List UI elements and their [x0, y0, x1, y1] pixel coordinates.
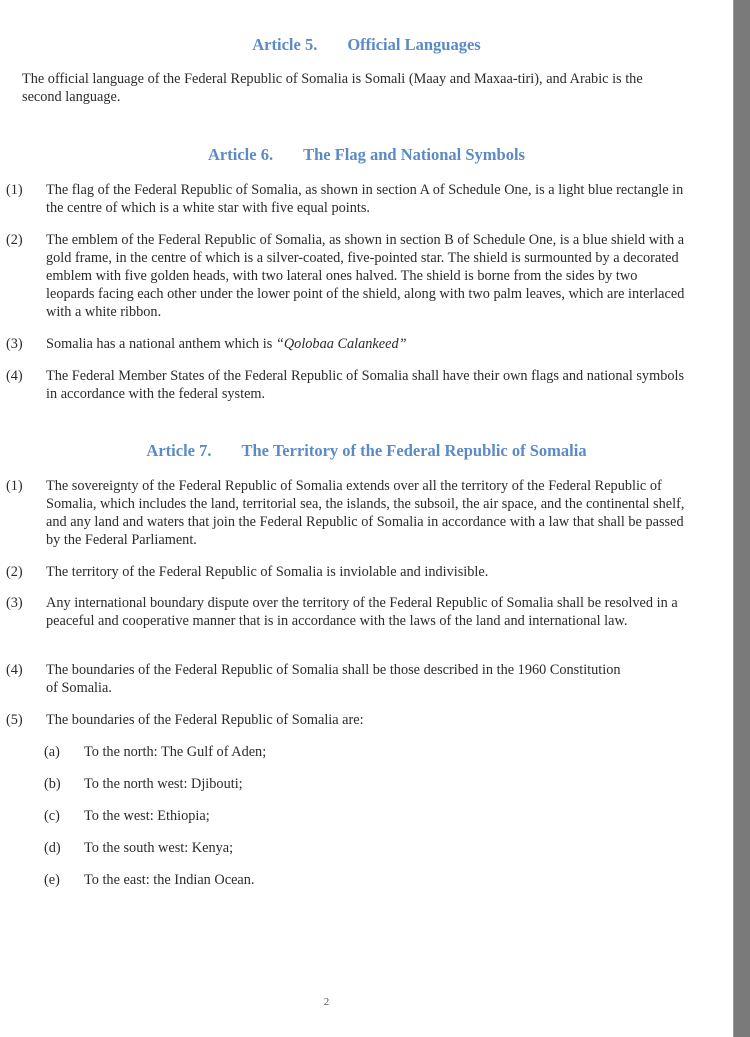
article-6-heading — [0, 145, 733, 165]
article-5-text: The official language of the Federal Republic of Somalia is Somali (Maay and Maxaa-tiri), and Arabic is the second language. — [22, 71, 643, 105]
article-7-item-4-marker: (4) — [6, 662, 23, 678]
anthem-sentence: Somalia has a national anthem which is — [46, 336, 276, 352]
article-5-heading — [0, 35, 733, 55]
article-6-item-1-marker: (1) — [6, 182, 23, 198]
boundary-c-marker: (c) — [44, 808, 60, 824]
boundary-a-marker: (a) — [44, 744, 60, 760]
article-5-number: Article 5. — [252, 35, 318, 54]
boundary-e-text: To the east: the Indian Ocean. — [84, 872, 255, 888]
boundary-c-text: To the west: Ethiopia; — [84, 808, 210, 824]
article-7-number: Article 7. — [146, 441, 212, 460]
page-number: 2 — [323, 996, 330, 1008]
article-6-title: The Flag and National Symbols — [303, 145, 525, 164]
article-7-item-1-text: The sovereignty of the Federal Republic of Somalia extends over all the territory of the Federal Republic of Somalia, which includes the land, territorial sea, the islands, the subsoil, the air space, and the continental shelf, and any land and waters that join the Federal Republic of Somalia in accordance with a law that shall be passed by the Federal Parliament. — [46, 478, 685, 548]
article-7-title: The Territory of the Federal Republic of Somalia — [241, 441, 587, 460]
article-7-item-2-marker: (2) — [6, 564, 23, 580]
article-5-title: Official Languages — [347, 35, 481, 54]
article-7-item-5-text: The boundaries of the Federal Republic of Somalia are: — [46, 712, 364, 728]
article-6-number: Article 6. — [208, 145, 274, 164]
article-7-item-5-marker: (5) — [6, 712, 23, 728]
article-7-item-3-marker: (3) — [6, 595, 23, 611]
article-6-item-4-text: The Federal Member States of the Federal Republic of Somalia shall have their own flags and national symbols in accordance with the federal system. — [46, 368, 685, 402]
article-7-item-2-text: The territory of the Federal Republic of Somalia is inviolable and indivisible. — [46, 564, 489, 580]
boundary-b-text: To the north west: Djibouti; — [84, 776, 243, 792]
article-6-item-2-text: The emblem of the Federal Republic of Somalia, as shown in section B of Schedule One, is a blue shield with a gold frame, in the centre of which is a silver-coated, five-pointed star. The shield is surmounted by a decorated emblem with five golden heads, with two lateral ones halved. The shield is borne from the sides by two leopards facing each other under the lower point of the shield, along with two palm leaves, which are interlaced with a white ribbon. — [46, 232, 685, 320]
article-6-item-3-text — [46, 335, 686, 353]
boundary-d-text: To the south west: Kenya; — [84, 840, 234, 856]
boundary-a-text: To the north: The Gulf of Aden; — [84, 744, 267, 760]
article-6-item-1-text: The flag of the Federal Republic of Somalia, as shown in section A of Schedule One, is a light blue rectangle in the centre of which is a white star with five equal points. — [46, 182, 684, 216]
boundary-b-marker: (b) — [44, 776, 61, 792]
article-7-item-3-text: Any international boundary dispute over the territory of the Federal Republic of Somalia shall be resolved in a peaceful and cooperative manner that is in accordance with the laws of the land and international law. — [46, 595, 678, 629]
article-7-item-4-text: The boundaries of the Federal Republic of Somalia shall be those described in the 1960 Constitution of Somalia. — [46, 662, 621, 696]
boundary-d-marker: (d) — [44, 840, 61, 856]
boundary-e-marker: (e) — [44, 872, 60, 888]
anthem-name: “Qolobaa Calankeed” — [275, 336, 407, 352]
viewer-side-rail — [733, 0, 750, 1037]
article-6-item-4-marker: (4) — [6, 368, 23, 384]
article-6-item-3-marker: (3) — [6, 336, 23, 352]
article-7-item-1-marker: (1) — [6, 478, 23, 494]
article-7-heading — [0, 441, 733, 461]
article-6-item-2-marker: (2) — [6, 232, 23, 248]
